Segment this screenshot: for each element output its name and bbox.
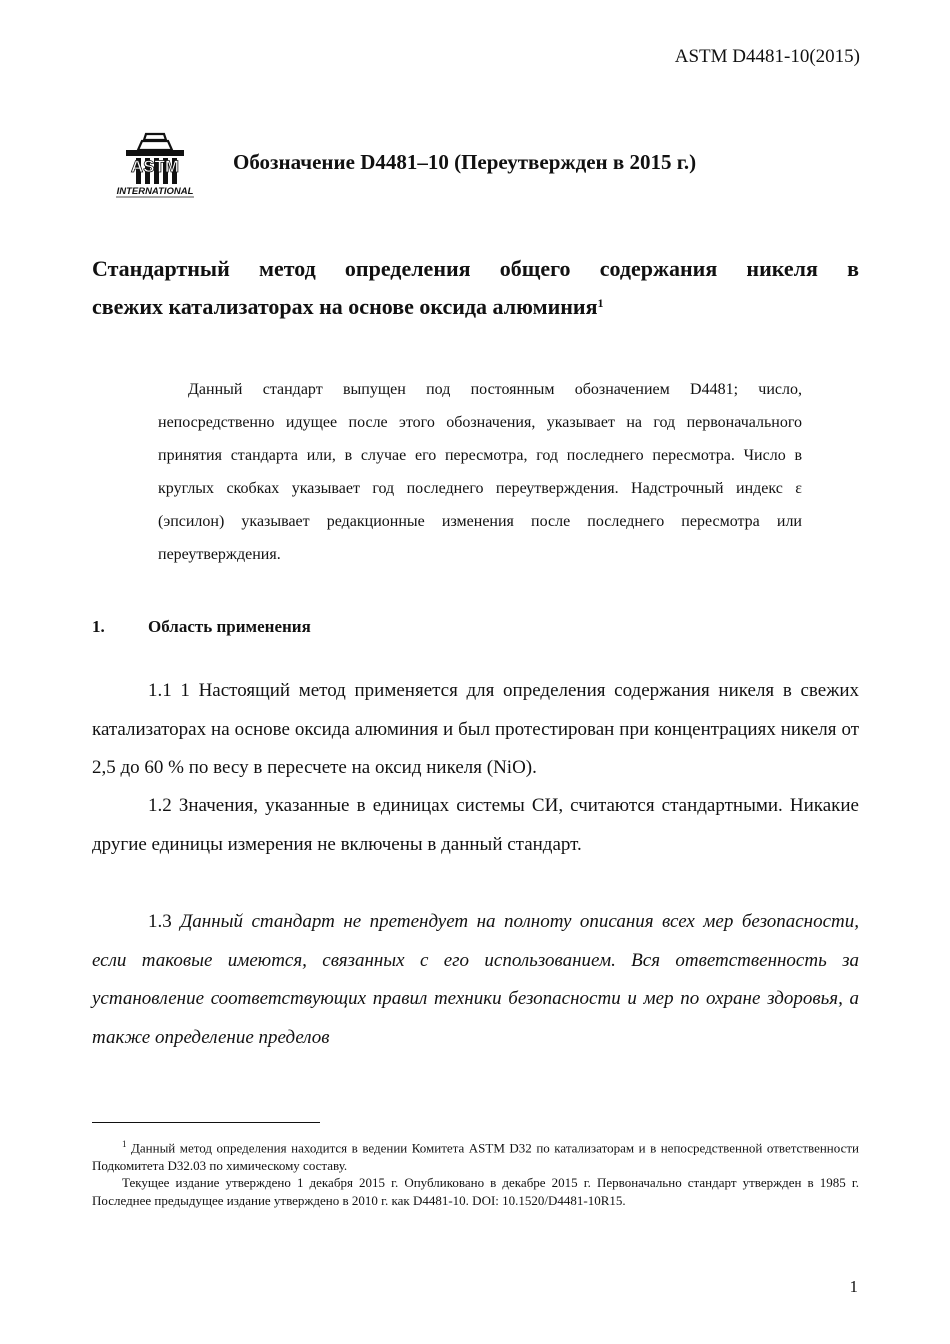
page-number: 1: [849, 1277, 858, 1296]
astm-logo: [112, 128, 198, 200]
section-heading: [92, 617, 311, 637]
footnote-1: [92, 1136, 859, 1174]
paragraph-1-1: 1.1 1 Настоящий метод применяется для определения содержания никеля в свежих катализаторах на основе оксида алюминия и был протестирован при концентрациях никеля от 2,5 до 60 % по весу в пересчете на оксид никеля (NiO).: [92, 680, 859, 778]
title-line-2-text: свежих катализаторах на основе оксида алюминия: [92, 294, 598, 319]
section-number: 1.: [92, 617, 105, 636]
footnote-1-marker: 1: [122, 1139, 127, 1149]
paragraph-1-2: 1.2 Значения, указанные в единицах системы СИ, считаются стандартными. Никакие другие единицы измерения не включены в данный стандарт.: [92, 795, 859, 855]
standard-notice: Данный стандарт выпущен под постоянным обозначением D4481; число, непосредственно идущее после этого обозначения, указывает на год первоначального принятия стандарта или, в случае его пересмотра, год последнего пересмотра. Число в круглых скобках указывает год последнего переутверждения. Надстрочный индекс ε (эпсилон) указывает редакционные изменения после последнего пересмотра или переутверждения.: [158, 381, 802, 563]
document-code: ASTM D4481-10(2015): [674, 46, 860, 67]
footnote-separator: [92, 1122, 320, 1123]
footnote-2: Текущее издание утверждено 1 декабря 2015 г. Опубликовано в декабре 2015 г. Первоначально стандарт утвержден в 1985 г. Последнее предыдущее издание утверждено в 2010 г. как D4481-10. DOI: 10.1520/D4481-10R15.: [92, 1175, 859, 1208]
logo-caption-text: INTERNATIONAL: [116, 186, 194, 197]
title-line-2: [92, 288, 859, 326]
paragraph-1-3-text: Данный стандарт не претендует на полноту описания всех мер безопасности, если таковые имеются, связанных с его использованием. Вся ответственность за установление соответствующих правил техники безопасности и мер по охране здоровья, а также определение пределов: [92, 911, 859, 1048]
paragraph-1-3-number: 1.3: [148, 911, 181, 932]
paragraph-1-3: [92, 903, 859, 1057]
title-line-1: Стандартный метод определения общего содержания никеля в: [92, 256, 859, 281]
title-footnote-marker: 1: [597, 296, 604, 310]
document-title: [92, 250, 859, 326]
designation-heading: Обозначение D4481–10 (Переутвержден в 2015 г.): [233, 150, 697, 174]
footnote-1-text: Данный метод определения находится в ведении Комитета ASTM D32 по катализаторам и в непосредственной ответственности Подкомитета D32.03 по химическому составу.: [92, 1140, 859, 1173]
section-title: Область применения: [148, 617, 311, 636]
logo-mark-text: ASTM: [130, 157, 180, 176]
footnotes: [92, 1136, 859, 1209]
